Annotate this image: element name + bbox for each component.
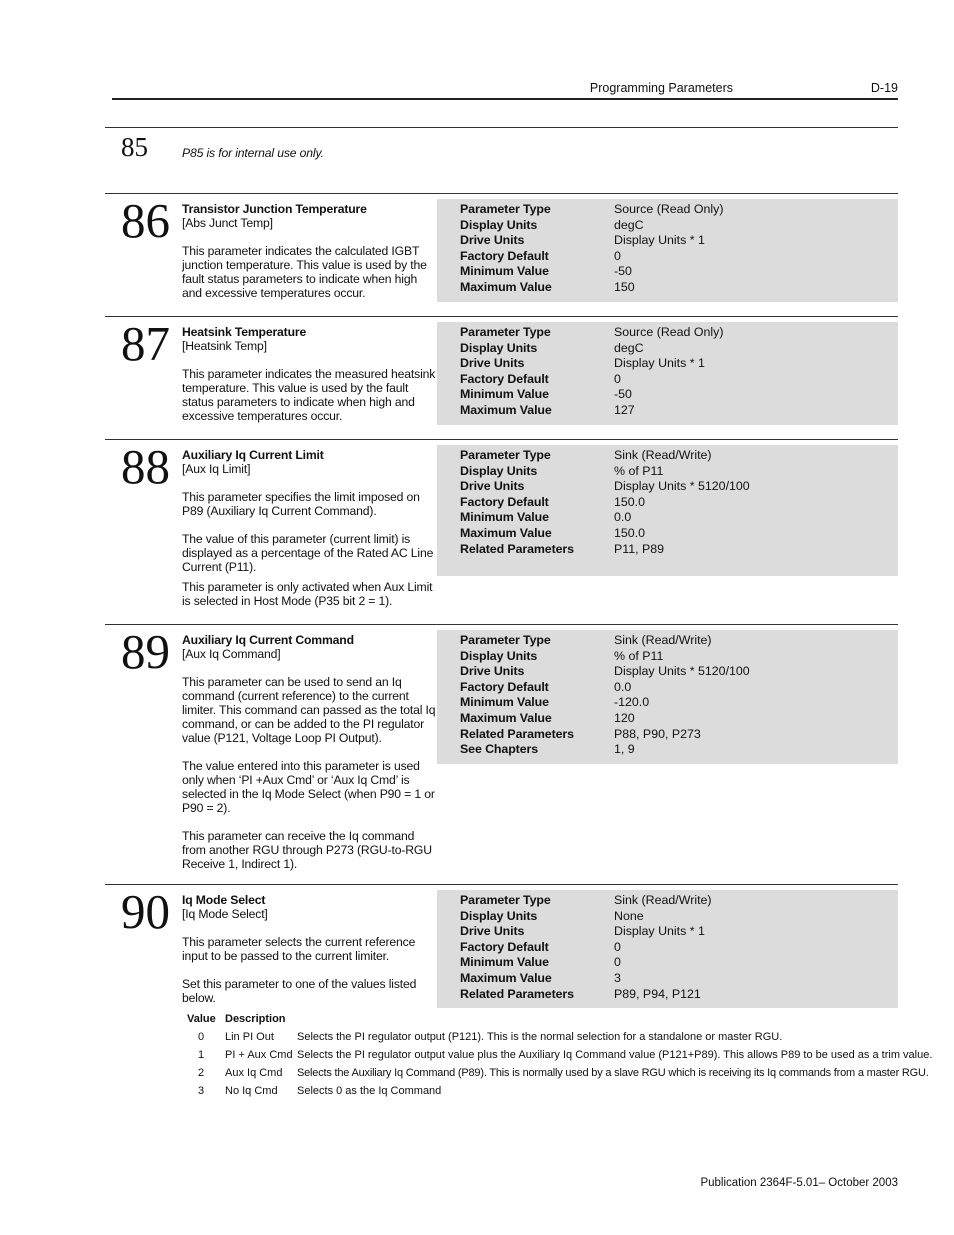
- name-cell: No Iq Cmd: [225, 1085, 278, 1097]
- attr-value: 0: [614, 371, 621, 386]
- attr-row: [437, 218, 898, 234]
- param-description: [182, 633, 438, 871]
- attr-value: 0: [614, 939, 621, 954]
- attr-row: [437, 664, 898, 680]
- attr-label: Display Units: [460, 908, 538, 923]
- attr-label: Maximum Value: [460, 970, 552, 985]
- table-row: [187, 1082, 927, 1100]
- attr-label: Display Units: [460, 217, 538, 232]
- attr-label: Factory Default: [460, 939, 549, 954]
- attr-row: [437, 356, 898, 372]
- param-paragraph: The value of this parameter (current limit) is displayed as a percentage of the Rated AC Line Current (P11).: [182, 532, 434, 574]
- param-85: [105, 127, 898, 194]
- attr-value: P11, P89: [614, 541, 665, 556]
- param-paragraph: This parameter indicates the calculated IGBT junction temperature. This value is used by the fault status parameters to indicate when high and excessive temperatures occur.: [182, 244, 427, 300]
- param-description: [182, 893, 438, 1005]
- header-rule: [112, 98, 898, 100]
- value-column-header: Value: [187, 1013, 216, 1025]
- attr-label: Minimum Value: [460, 695, 549, 710]
- param-89: [105, 624, 898, 885]
- param-paragraph: This parameter specifies the limit imposed on P89 (Auxiliary Iq Current Command).: [182, 490, 420, 518]
- value-table-header: [187, 1010, 927, 1028]
- param-note: P85 is for internal use only.: [182, 146, 324, 160]
- publication-footer: Publication 2364F-5.01– October 2003: [700, 1177, 898, 1189]
- description-cell: Selects the Auxiliary Iq Command (P89). This is normally used by a slave RGU which is receiving its Iq commands from a master RGU.: [297, 1067, 929, 1079]
- param-88: [105, 439, 898, 625]
- attr-row: [437, 325, 898, 341]
- param-title: Transistor Junction Temperature: [182, 202, 367, 216]
- param-number: 88: [121, 439, 170, 494]
- param-short-name: [Heatsink Temp]: [182, 339, 267, 353]
- description-cell: Selects the PI regulator output (P121). This is the normal selection for a standalone or master RGU.: [297, 1031, 783, 1043]
- param-number: 89: [121, 624, 170, 679]
- attr-value: Sink (Read/Write): [614, 448, 712, 462]
- attr-row: [437, 341, 898, 357]
- attr-row: [437, 695, 898, 711]
- attr-label: Minimum Value: [460, 264, 549, 279]
- description-cell: Selects 0 as the Iq Command: [297, 1085, 442, 1097]
- attr-row: [437, 893, 898, 909]
- attr-label: Factory Default: [460, 679, 549, 694]
- attr-label: Display Units: [460, 463, 538, 478]
- attr-row: [437, 711, 898, 727]
- attr-label: Parameter Type: [460, 893, 551, 907]
- attr-value: Display Units * 1: [614, 924, 705, 939]
- attr-value: Display Units * 1: [614, 356, 705, 371]
- param-paragraph: This parameter can receive the Iq command from another RGU through P273 (RGU-to-RGU Receive 1, Indirect 1).: [182, 829, 432, 871]
- attr-row: [437, 909, 898, 925]
- attr-row: [437, 249, 898, 265]
- param-87: [105, 316, 898, 440]
- attr-label: Drive Units: [460, 233, 525, 248]
- param-short-name: [Aux Iq Limit]: [182, 462, 251, 476]
- param-description: [182, 325, 438, 423]
- name-cell: PI + Aux Cmd: [225, 1049, 293, 1061]
- attr-value: degC: [614, 340, 644, 355]
- attr-label: Maximum Value: [460, 402, 552, 417]
- attr-value: Display Units * 5120/100: [614, 664, 750, 679]
- attr-row: [437, 971, 898, 987]
- param-attributes: [437, 445, 898, 576]
- param-paragraph: The value entered into this parameter is used only when ‘PI +Aux Cmd’ or ‘Aux Iq Cmd’ is selected in the Iq Mode Select (when P90 = 1 or P90 = 2).: [182, 759, 435, 815]
- param-description: [182, 202, 438, 300]
- attr-label: Factory Default: [460, 494, 549, 509]
- param-short-name: [Abs Junct Temp]: [182, 216, 273, 230]
- attr-row: [437, 727, 898, 743]
- attr-row: [437, 464, 898, 480]
- param-short-name: [Aux Iq Command]: [182, 647, 281, 661]
- attr-value: 0.0: [614, 679, 632, 694]
- param-title: Heatsink Temperature: [182, 325, 307, 339]
- attr-value: Display Units * 1: [614, 233, 705, 248]
- attr-row: [437, 495, 898, 511]
- param-description: [182, 146, 438, 160]
- attr-value: 150: [614, 279, 635, 294]
- attr-label: See Chapters: [460, 742, 538, 757]
- description-cell: Selects the PI regulator output value plus the Auxiliary Iq Command value (P121+P89). This allows P89 to be used as a trim value.: [297, 1049, 933, 1061]
- param-title: Iq Mode Select: [182, 893, 266, 907]
- attr-label: Factory Default: [460, 248, 549, 263]
- attr-row: [437, 649, 898, 665]
- attr-row: [437, 372, 898, 388]
- attr-label: Minimum Value: [460, 387, 549, 402]
- attr-value: None: [614, 908, 644, 923]
- description-column-header: Description: [225, 1013, 286, 1025]
- param-attributes: [437, 630, 898, 764]
- attr-value: % of P11: [614, 463, 664, 478]
- attr-row: [437, 987, 898, 1003]
- page-number: D-19: [870, 81, 898, 95]
- attr-value: 0: [614, 955, 621, 970]
- attr-label: Drive Units: [460, 664, 525, 679]
- param-number: 85: [121, 132, 148, 162]
- value-cell: 1: [197, 1049, 205, 1061]
- attr-value: -120.0: [614, 695, 650, 710]
- attr-label: Factory Default: [460, 371, 549, 386]
- attr-label: Maximum Value: [460, 525, 552, 540]
- attr-label: Drive Units: [460, 924, 525, 939]
- param-description: [182, 448, 438, 608]
- param-paragraph: This parameter can be used to send an Iq command (current reference) to the current limiter. This command can passed as the total Iq command, or can be added to the PI regulator value (P121, Voltage Loop PI Output).: [182, 675, 436, 745]
- attr-label: Parameter Type: [460, 325, 551, 339]
- param-paragraph: This parameter is only activated when Aux Limit is selected in Host Mode (P35 bit 2 = 1).: [182, 580, 433, 608]
- param-90: [105, 884, 898, 1011]
- attr-value: -50: [614, 264, 632, 279]
- param-paragraph: Set this parameter to one of the values listed below.: [182, 977, 417, 1005]
- attr-label: Related Parameters: [460, 726, 574, 741]
- attr-label: Parameter Type: [460, 202, 551, 216]
- attr-value: Source (Read Only): [614, 325, 724, 339]
- attr-value: Sink (Read/Write): [614, 893, 712, 907]
- param-number: 86: [121, 193, 170, 248]
- attr-value: P89, P94, P121: [614, 986, 701, 1001]
- attr-row: [437, 479, 898, 495]
- param-short-name: [Iq Mode Select]: [182, 907, 268, 921]
- attr-label: Related Parameters: [460, 986, 574, 1001]
- running-header-title: Programming Parameters: [589, 81, 733, 95]
- attr-label: Display Units: [460, 648, 538, 663]
- param-attributes: [437, 199, 898, 302]
- param-attributes: [437, 890, 898, 1008]
- attr-row: [437, 924, 898, 940]
- table-row: [187, 1046, 933, 1064]
- attr-row: [437, 387, 898, 403]
- attr-row: [437, 680, 898, 696]
- attr-row: [437, 940, 898, 956]
- attr-value: % of P11: [614, 648, 664, 663]
- attr-label: Related Parameters: [460, 541, 574, 556]
- param-attributes: [437, 322, 898, 425]
- name-cell: Lin PI Out: [225, 1031, 274, 1043]
- attr-value: Sink (Read/Write): [614, 633, 712, 647]
- attr-row: [437, 280, 898, 296]
- attr-value: 0: [614, 248, 621, 263]
- attr-value: 150.0: [614, 525, 646, 540]
- value-cell: 3: [197, 1085, 205, 1097]
- attr-value: Source (Read Only): [614, 202, 724, 216]
- attr-row: [437, 542, 898, 558]
- attr-row: [437, 633, 898, 649]
- attr-value: P88, P90, P273: [614, 726, 701, 741]
- attr-row: [437, 264, 898, 280]
- attr-row: [437, 202, 898, 218]
- attr-label: Parameter Type: [460, 448, 551, 462]
- attr-label: Parameter Type: [460, 633, 551, 647]
- attr-value: 120: [614, 710, 635, 725]
- table-row: [187, 1064, 927, 1082]
- attr-value: 127: [614, 402, 635, 417]
- attr-value: -50: [614, 387, 632, 402]
- attr-label: Display Units: [460, 340, 538, 355]
- attr-label: Minimum Value: [460, 510, 549, 525]
- param-number: 90: [121, 884, 170, 939]
- attr-label: Drive Units: [460, 479, 525, 494]
- param-paragraph: This parameter selects the current reference input to be passed to the current limiter.: [182, 935, 416, 963]
- attr-row: [437, 233, 898, 249]
- param-title: Auxiliary Iq Current Limit: [182, 448, 324, 462]
- attr-value: 3: [614, 970, 621, 985]
- attr-label: Maximum Value: [460, 279, 552, 294]
- value-cell: 0: [197, 1031, 205, 1043]
- attr-row: [437, 403, 898, 419]
- attr-label: Minimum Value: [460, 955, 549, 970]
- attr-value: 0.0: [614, 510, 632, 525]
- attr-value: degC: [614, 217, 644, 232]
- param-title: Auxiliary Iq Current Command: [182, 633, 354, 647]
- attr-row: [437, 448, 898, 464]
- param-paragraph: This parameter indicates the measured heatsink temperature. This value is used by the fault status parameters to indicate when high and excessive temperatures occur.: [182, 367, 436, 423]
- attr-row: [437, 526, 898, 542]
- table-row: [187, 1028, 927, 1046]
- value-cell: 2: [197, 1067, 205, 1079]
- iq-mode-value-table: [187, 1010, 933, 1100]
- param-86: [105, 193, 898, 317]
- attr-row: [437, 742, 898, 758]
- attr-value: 150.0: [614, 494, 646, 509]
- attr-row: [437, 510, 898, 526]
- attr-label: Maximum Value: [460, 710, 552, 725]
- attr-label: Drive Units: [460, 356, 525, 371]
- name-cell: Aux Iq Cmd: [225, 1067, 283, 1079]
- param-number: 87: [121, 316, 170, 371]
- attr-value: Display Units * 5120/100: [614, 479, 750, 494]
- attr-value: 1, 9: [614, 742, 635, 757]
- attr-row: [437, 955, 898, 971]
